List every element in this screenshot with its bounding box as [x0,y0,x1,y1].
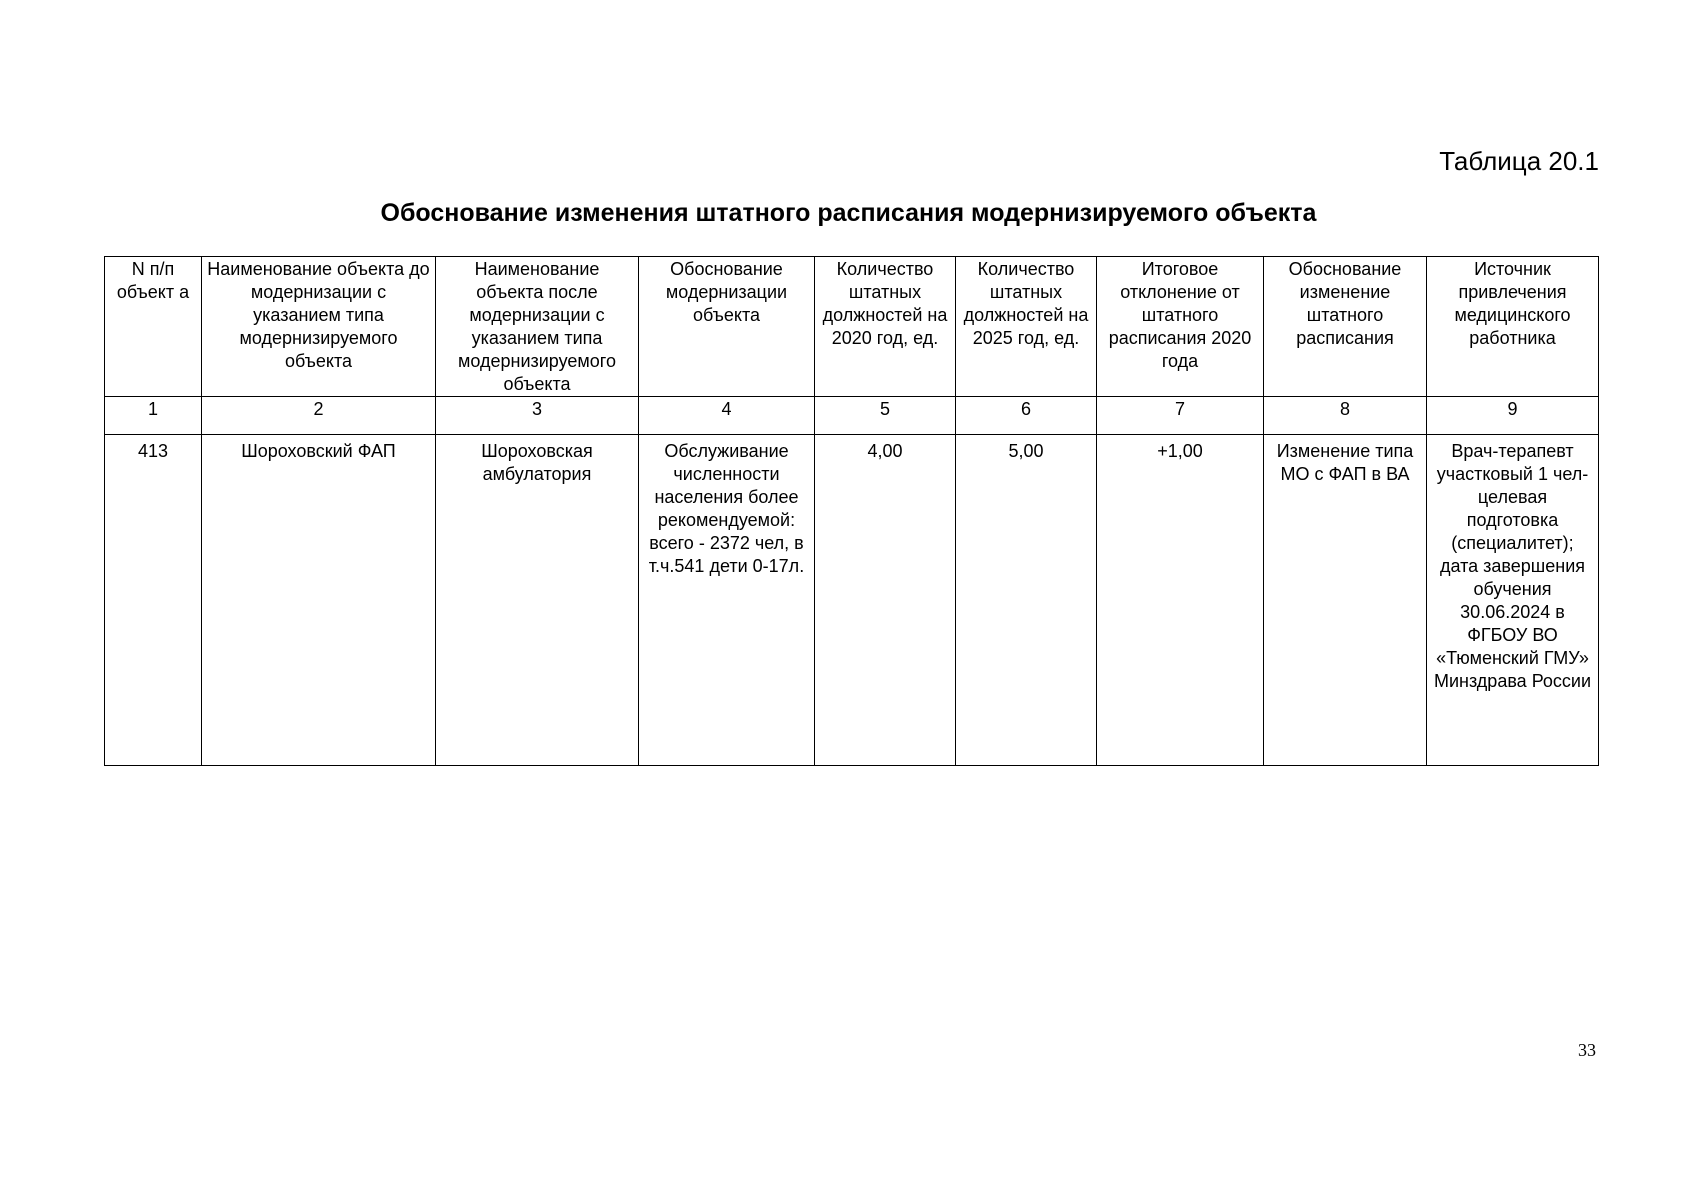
column-number-cell: 7 [1097,397,1264,435]
cell-staffing-change-reason: Изменение типа МО с ФАП в ВА [1264,435,1427,766]
staffing-table [104,256,1599,766]
header-cell-object-before: Наименование объекта до модернизации с указанием типа модернизируемого объекта [202,257,436,397]
table-number-label: Таблица 20.1 [1439,146,1599,176]
cell-deviation: +1,00 [1097,435,1264,766]
header-cell-number: N п/п объект а [105,257,202,397]
cell-object-before: Шороховский ФАП [202,435,436,766]
cell-object-after: Шороховская амбулатория [436,435,639,766]
cell-staff-source: Врач-терапевт участковый 1 чел- целевая подготовка (специалитет); дата завершения обучения 30.06.2024 в ФГБОУ ВО «Тюменский ГМУ» Минздрава России [1427,435,1599,766]
header-cell-modernization-reason: Обоснование модернизации объекта [639,257,815,397]
table-row [105,435,1599,766]
column-number-cell: 5 [815,397,956,435]
cell-modernization-reason: Обслуживание численности населения более рекомендуемой: всего - 2372 чел, в т.ч.541 дети 0-17л. [639,435,815,766]
table-header-row [105,257,1599,397]
column-number-cell: 9 [1427,397,1599,435]
column-number-cell: 2 [202,397,436,435]
document-title: Обоснование изменения штатного расписания модернизируемого объекта [380,199,1317,227]
column-number-cell: 8 [1264,397,1427,435]
header-cell-deviation: Итоговое отклонение от штатного расписания 2020 года [1097,257,1264,397]
column-number-cell: 6 [956,397,1097,435]
page-number: 33 [1578,1040,1596,1060]
column-number-row [105,397,1599,435]
column-number-cell: 1 [105,397,202,435]
header-cell-object-after: Наименование объекта после модернизации с указанием типа модернизируемого объекта [436,257,639,397]
cell-object-number: 413 [105,435,202,766]
header-cell-positions-2025: Количество штатных должностей на 2025 год, ед. [956,257,1097,397]
column-number-cell: 3 [436,397,639,435]
column-number-cell: 4 [639,397,815,435]
cell-positions-2020: 4,00 [815,435,956,766]
header-cell-positions-2020: Количество штатных должностей на 2020 год, ед. [815,257,956,397]
header-cell-staffing-change-reason: Обоснование изменение штатного расписания [1264,257,1427,397]
header-cell-staff-source: Источник привлечения медицинского работника [1427,257,1599,397]
cell-positions-2025: 5,00 [956,435,1097,766]
